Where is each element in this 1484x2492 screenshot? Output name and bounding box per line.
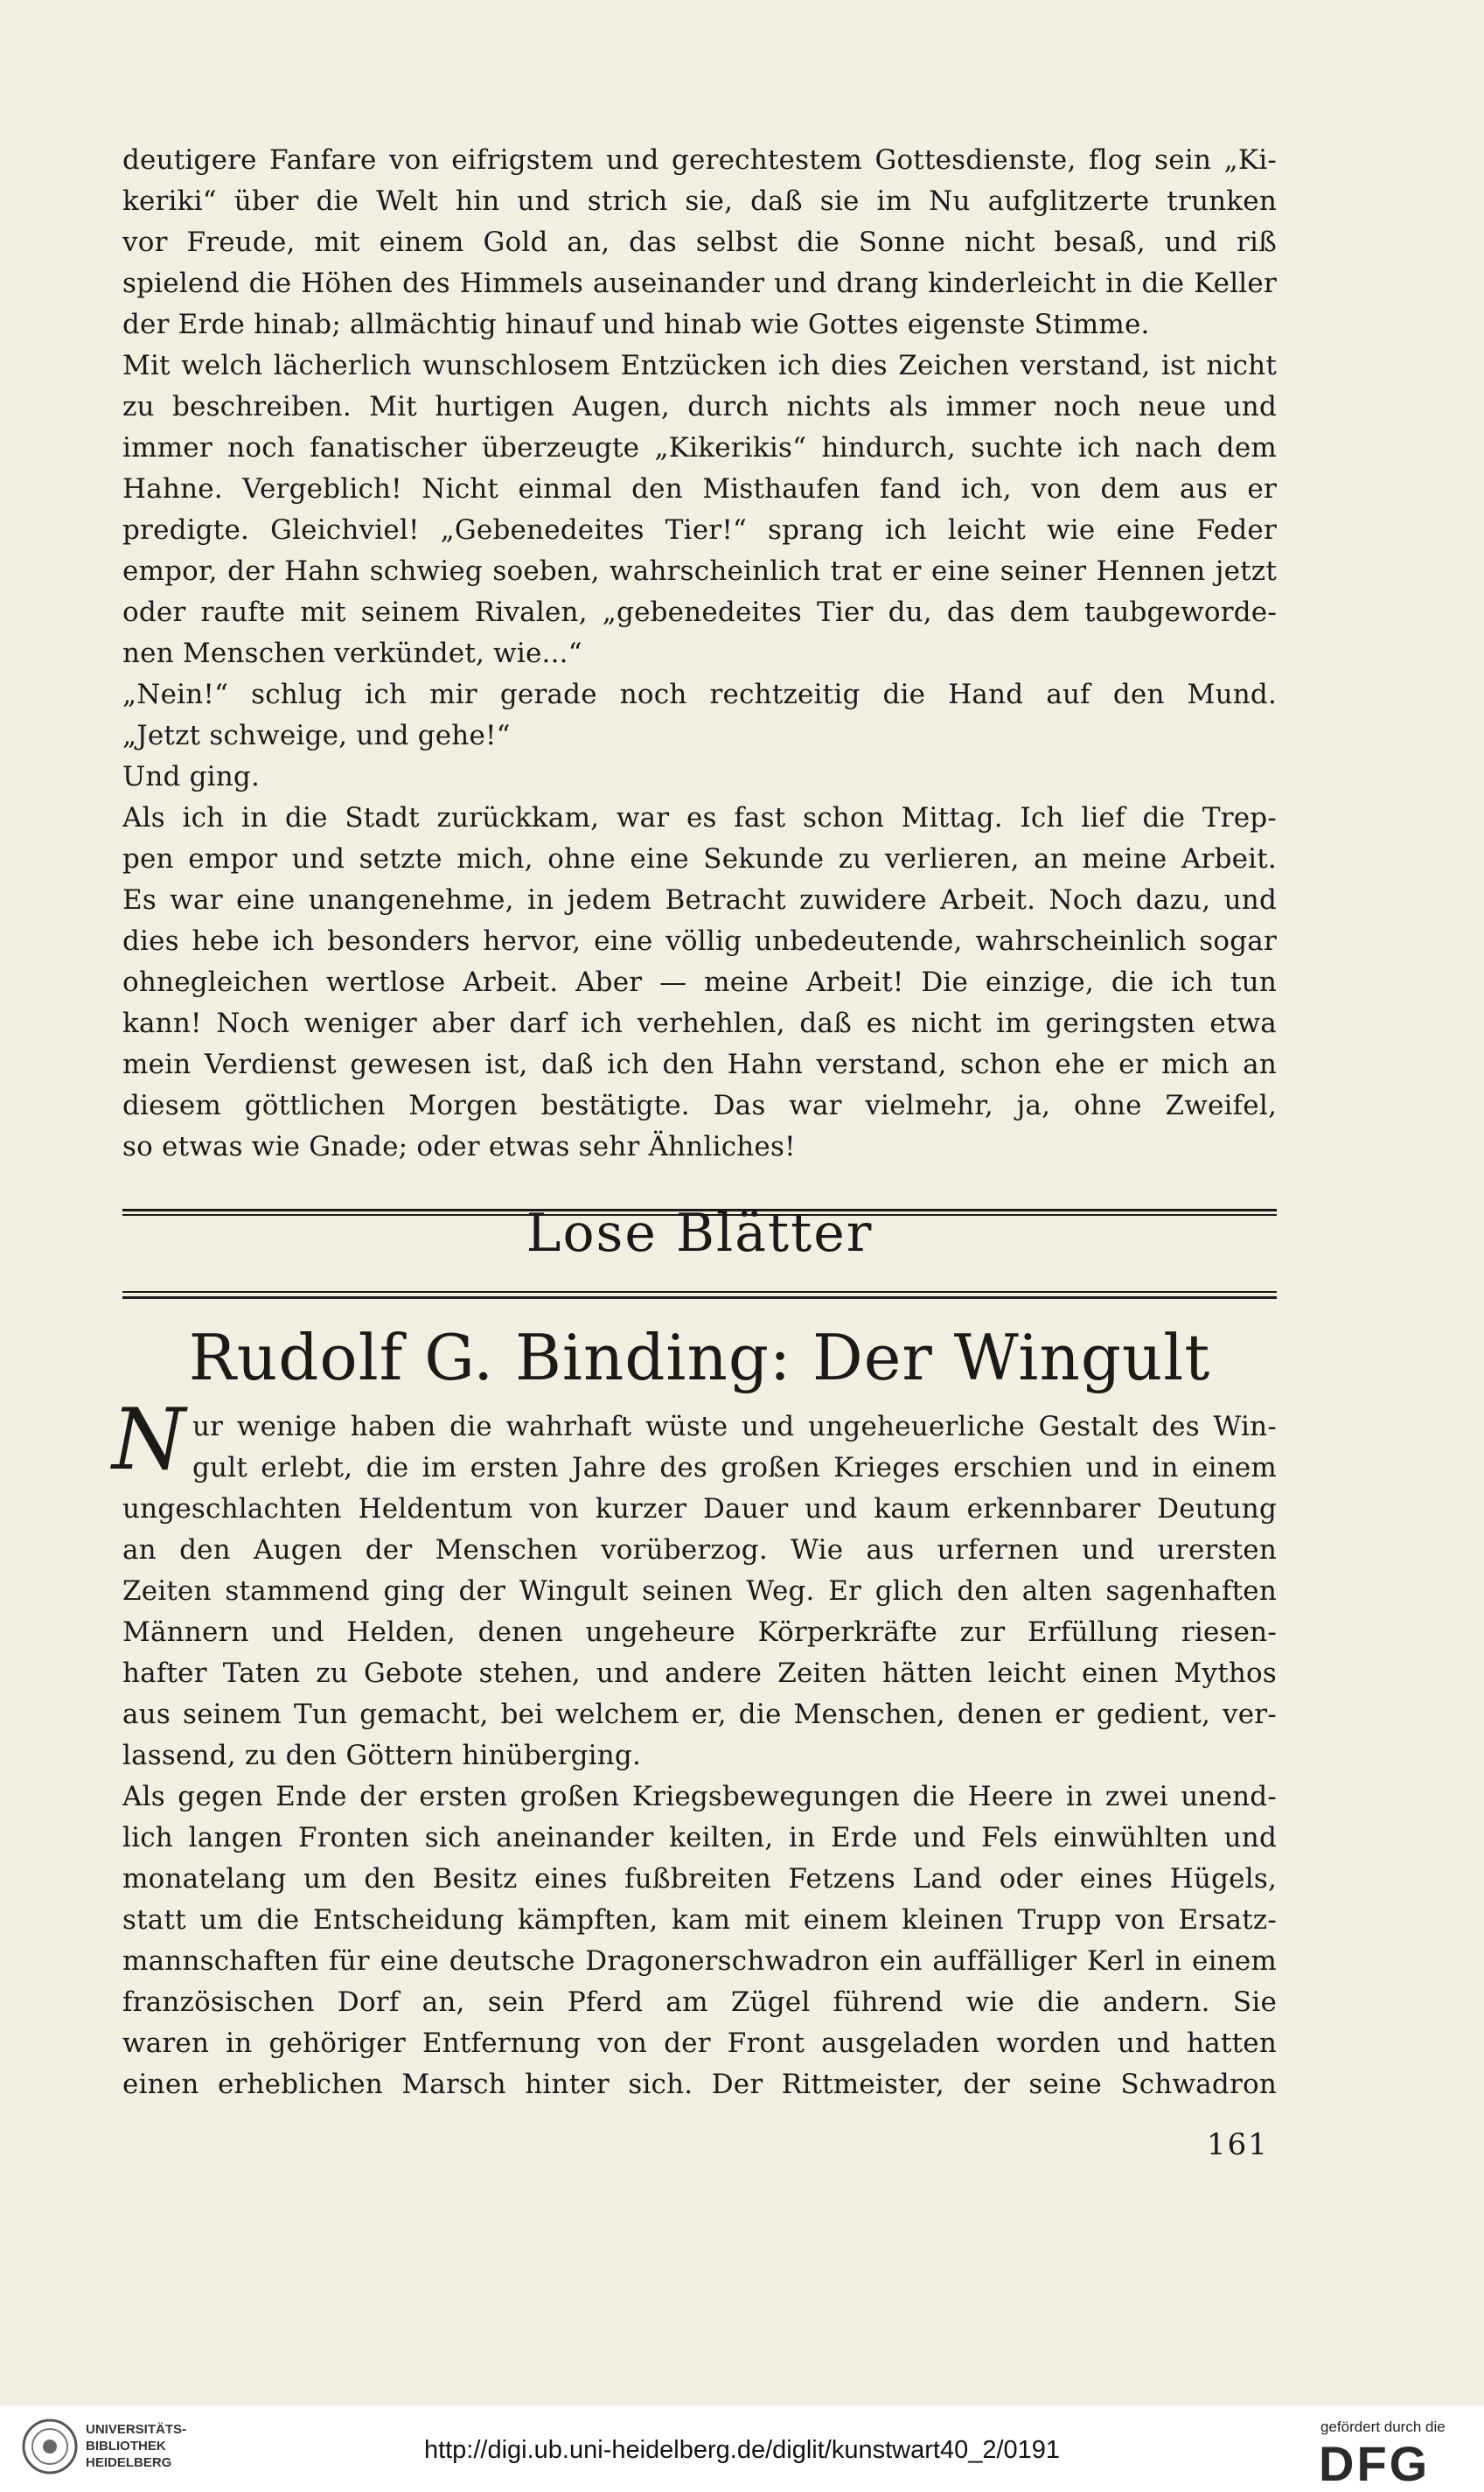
text-line: so etwas wie Gnade; oder etwas sehr Ähnliches!	[122, 1131, 796, 1162]
sponsor-text: gefördert durch die	[1320, 2419, 1446, 2435]
text-line: Als gegen Ende der ersten großen Kriegsbewegungen die Heere in zwei unend-	[122, 1781, 1277, 1812]
text-line: empor, der Hahn schwieg soeben, wahrscheinlich trat er eine seiner Hennen jetzt	[122, 555, 1277, 587]
text-line: keriki“ über die Welt hin und strich sie, daß sie im Nu aufglitzerte trunken	[122, 185, 1277, 217]
section-rule-bottom	[122, 1296, 1277, 1299]
text-line: ur wenige haben die wahrhaft wüste und ungeheuerliche Gestalt des Win-	[192, 1411, 1277, 1442]
text-line: ungeschlachten Heldentum von kurzer Dauer und kaum erkennbarer Deutung	[122, 1493, 1277, 1525]
text-line: monatelang um den Besitz eines fußbreiten Fetzens Land oder eines Hügels,	[122, 1863, 1277, 1895]
section-rule-bottom-inner	[122, 1291, 1277, 1293]
text-line: Es war eine unangenehme, in jedem Betracht zuwidere Arbeit. Noch dazu, und	[122, 884, 1277, 916]
text-line: „Nein!“ schlug ich mir gerade noch rechtzeitig die Hand auf den Mund.	[122, 679, 1277, 710]
text-line: deutigere Fanfare von eifrigstem und gerechtestem Gottesdienste, flog sein „Ki-	[122, 144, 1277, 176]
section-heading: Lose Blätter	[526, 1203, 874, 1264]
text-block-top	[122, 140, 1277, 1168]
text-line: aus seinem Tun gemacht, bei welchem er, die Menschen, denen er gedient, ver-	[122, 1699, 1277, 1730]
text-line: pen empor und setzte mich, ohne eine Sekunde zu verlieren, an meine Arbeit.	[122, 843, 1277, 875]
article-title: Rudolf G. Binding: Der Wingult	[188, 1321, 1211, 1394]
text-line: hafter Taten zu Gebote stehen, und andere Zeiten hätten leicht einen Mythos	[122, 1658, 1277, 1689]
library-name-line: BIBLIOTHEK	[86, 2439, 166, 2454]
library-name-line: UNIVERSITÄTS-	[86, 2422, 187, 2437]
text-line: zu beschreiben. Mit hurtigen Augen, durch nichts als immer noch neue und	[122, 391, 1277, 422]
text-line: mein Verdienst gewesen ist, daß ich den Hahn verstand, schon ehe er mich an	[122, 1049, 1277, 1080]
text-line: der Erde hinab; allmächtig hinauf und hinab wie Gottes eigenste Stimme.	[122, 309, 1150, 340]
text-line: nen Menschen verkündet, wie...“	[122, 638, 582, 669]
text-line: lich langen Fronten sich aneinander keilten, in Erde und Fels einwühlten und	[122, 1822, 1277, 1853]
dfg-logo: DFG	[1319, 2436, 1431, 2491]
text-line: Als ich in die Stadt zurückkam, war es fast schon Mittag. Ich lief die Trep-	[122, 802, 1277, 834]
text-line: dies hebe ich besonders hervor, eine völlig unbedeutende, wahrscheinlich sogar	[122, 925, 1277, 957]
text-line: spielend die Höhen des Himmels auseinander und drang kinderleicht in die Keller	[122, 268, 1277, 299]
page-number: 161	[1207, 2127, 1269, 2162]
text-line: lassend, zu den Göttern hinüberging.	[122, 1740, 642, 1771]
text-line: vor Freude, mit einem Gold an, das selbst die Sonne nicht besaß, und riß	[122, 227, 1277, 258]
text-line: Und ging.	[122, 761, 261, 792]
text-line: predigte. Gleichviel! „Gebenedeites Tier!“ sprang ich leicht wie eine Feder	[122, 514, 1277, 546]
text-line: an den Augen der Menschen vorüberzog. Wie aus urfernen und urersten	[122, 1534, 1277, 1566]
text-line: statt um die Entscheidung kämpften, kam mit einem kleinen Trupp von Ersatz-	[122, 1904, 1277, 1936]
drop-cap: N	[112, 1391, 185, 1489]
text-line: oder raufte mit seinem Rivalen, „gebenedeites Tier du, das dem taubgeworde-	[122, 597, 1277, 628]
text-line: gult erlebt, die im ersten Jahre des großen Krieges erschien und in einem	[192, 1452, 1277, 1483]
text-line: mannschaften für eine deutsche Dragonerschwadron ein auffälliger Kerl in einem	[122, 1945, 1277, 1977]
text-line: „Jetzt schweige, und gehe!“	[122, 720, 511, 751]
text-line: immer noch fanatischer überzeugte „Kikerikis“ hindurch, suchte ich nach dem	[122, 432, 1277, 464]
text-line: waren in gehöriger Entfernung von der Front ausgeladen worden und hatten	[122, 2028, 1277, 2059]
text-line: Mit welch lächerlich wunschlosem Entzücken ich dies Zeichen verstand, ist nicht	[122, 350, 1277, 381]
text-line: französischen Dorf an, sein Pferd am Zügel führend wie die andern. Sie	[122, 1986, 1277, 2018]
source-url-link[interactable]: http://digi.ub.uni-heidelberg.de/diglit/kunstwart40_2/0191	[423, 2436, 1061, 2464]
text-line: einen erheblichen Marsch hinter sich. Der Rittmeister, der seine Schwadron	[122, 2069, 1277, 2100]
text-block-article	[122, 1407, 1277, 2105]
text-line: ohnegleichen wertlose Arbeit. Aber — meine Arbeit! Die einzige, die ich tun	[122, 967, 1277, 998]
text-line: Zeiten stammend ging der Wingult seinen Weg. Er glich den alten sagenhaften	[122, 1575, 1277, 1607]
text-line: diesem göttlichen Morgen bestätigte. Das war vielmehr, ja, ohne Zweifel,	[122, 1090, 1277, 1121]
text-line: kann! Noch weniger aber darf ich verhehlen, daß es nicht im geringsten etwa	[122, 1008, 1277, 1039]
text-line: Männern und Helden, denen ungeheure Körperkräfte zur Erfüllung riesen-	[122, 1616, 1277, 1648]
library-name-line: HEIDELBERG	[86, 2455, 172, 2470]
text-line: Hahne. Vergeblich! Nicht einmal den Misthaufen fand ich, von dem aus er	[122, 473, 1277, 505]
